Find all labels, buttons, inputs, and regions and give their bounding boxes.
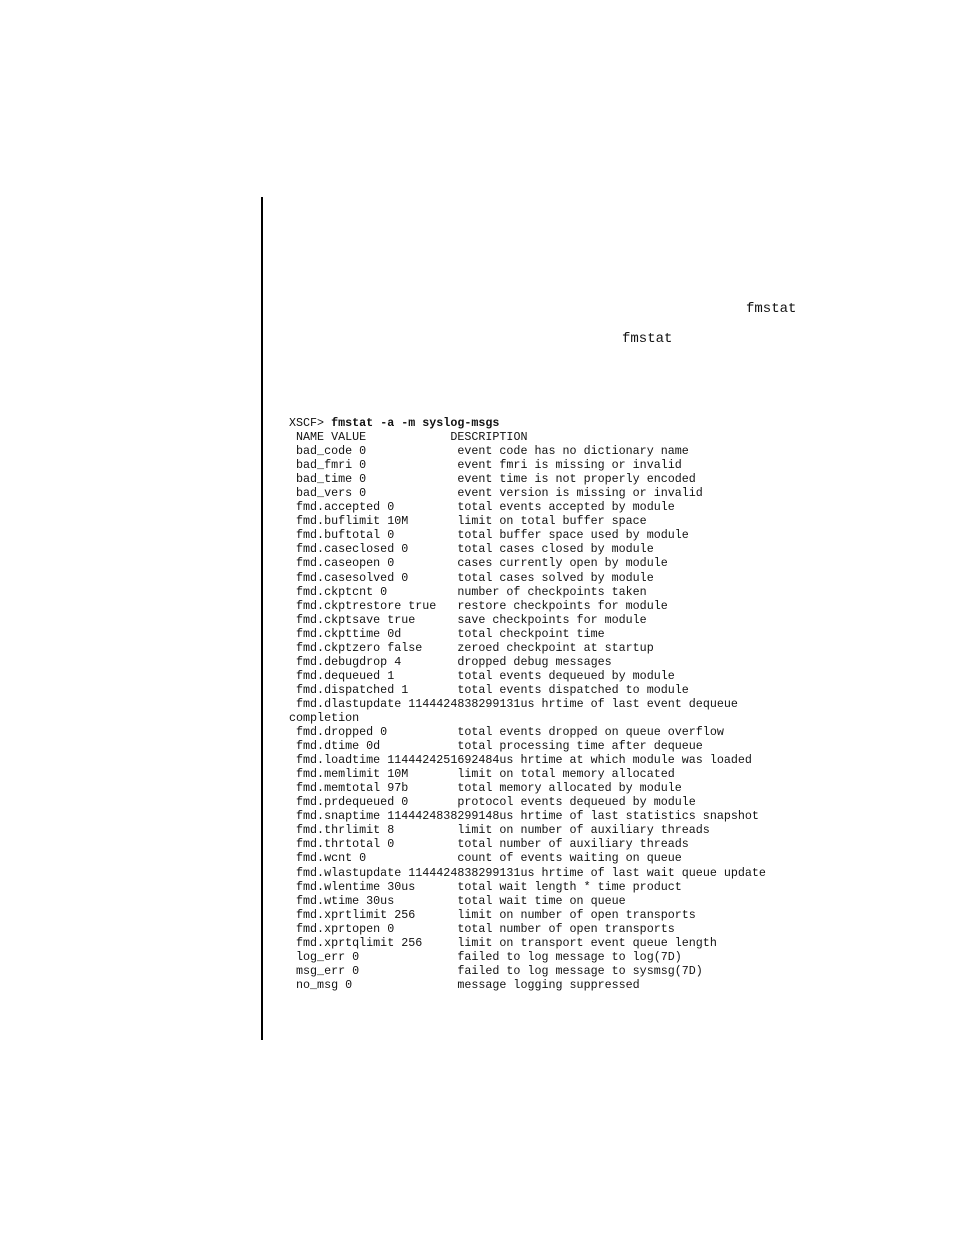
stat-row <box>289 781 909 795</box>
stat-name-value: fmd.caseclosed 0 <box>289 542 458 557</box>
stat-row <box>289 500 909 514</box>
stat-rows <box>289 444 909 992</box>
stat-name-value: fmd.xprtopen 0 <box>289 921 458 936</box>
stat-row <box>289 837 909 851</box>
stat-row <box>289 978 909 992</box>
stat-name-value: completion <box>289 710 360 725</box>
stat-description: save checkpoints for module <box>457 612 647 627</box>
stat-description: restore checkpoints for module <box>457 598 668 613</box>
stat-description: total cases closed by module <box>457 542 654 557</box>
stat-row <box>289 697 909 711</box>
stat-name-value: fmd.wtime 30us <box>289 893 458 908</box>
stat-name-value: fmd.casesolved 0 <box>289 570 458 585</box>
command-text: fmstat -a -m syslog-msgs <box>331 416 500 430</box>
command-line <box>289 416 909 430</box>
header-command-name-right: fmstat <box>746 301 797 317</box>
stat-row <box>289 486 909 500</box>
stat-name-value: fmd.accepted 0 <box>289 500 458 515</box>
stat-row <box>289 458 909 472</box>
stat-description: limit on transport event queue length <box>457 935 717 950</box>
stat-name-value: fmd.buflimit 10M <box>289 514 458 529</box>
stat-name-value: fmd.ckptrestore true <box>289 598 458 613</box>
stat-name-value: bad_time 0 <box>289 472 458 487</box>
stat-description: total memory allocated by module <box>457 781 682 796</box>
stat-name-value: fmd.caseopen 0 <box>289 556 458 571</box>
stat-name-value: bad_code 0 <box>289 444 458 459</box>
stat-description: event time is not properly encoded <box>457 472 696 487</box>
stat-name-value: fmd.thrtotal 0 <box>289 837 458 852</box>
stat-description: total processing time after dequeue <box>457 739 703 754</box>
stat-row <box>289 655 909 669</box>
stat-name-value: fmd.wlentime 30us <box>289 879 458 894</box>
column-header-name-value: NAME VALUE <box>289 430 451 445</box>
stat-name-value: fmd.ckptcnt 0 <box>289 584 458 599</box>
stat-name-value: fmd.dtime 0d <box>289 739 458 754</box>
stat-name-value: fmd.prdequeued 0 <box>289 795 458 810</box>
column-header-row <box>289 430 909 444</box>
stat-description: limit on number of auxiliary threads <box>457 823 710 838</box>
header-command-name-center: fmstat <box>622 331 673 347</box>
stat-name-value: fmd.xprtqlimit 256 <box>289 935 458 950</box>
stat-row <box>289 880 909 894</box>
stat-row <box>289 739 909 753</box>
stat-row <box>289 823 909 837</box>
stat-name-value: no_msg 0 <box>289 977 458 992</box>
stat-description: total buffer space used by module <box>457 528 689 543</box>
stat-description: hrtime of last event dequeue <box>541 696 738 711</box>
stat-row <box>289 542 909 556</box>
stat-name-value: fmd.buftotal 0 <box>289 528 458 543</box>
stat-row <box>289 711 909 725</box>
stat-description: number of checkpoints taken <box>457 584 647 599</box>
stat-description: total cases solved by module <box>457 570 654 585</box>
column-header-description: DESCRIPTION <box>450 430 528 445</box>
stat-row <box>289 444 909 458</box>
stat-description: total events dropped on queue overflow <box>457 725 724 740</box>
stat-description: total events dispatched to module <box>457 682 689 697</box>
stat-row <box>289 613 909 627</box>
stat-row <box>289 669 909 683</box>
stat-name-value: fmd.loadtime 1144424251692484us <box>289 753 521 768</box>
stat-name-value: msg_err 0 <box>289 963 458 978</box>
prompt: XSCF> <box>289 416 332 430</box>
stat-row <box>289 950 909 964</box>
stat-row <box>289 795 909 809</box>
stat-description: message logging suppressed <box>457 977 640 992</box>
stat-description: failed to log message to log(7D) <box>457 949 682 964</box>
stat-description: failed to log message to sysmsg(7D) <box>457 963 703 978</box>
stat-name-value: fmd.ckpttime 0d <box>289 626 458 641</box>
stat-name-value: fmd.dequeued 1 <box>289 668 458 683</box>
stat-description: limit on number of open transports <box>457 907 696 922</box>
stat-description: dropped debug messages <box>457 654 612 669</box>
stat-row <box>289 936 909 950</box>
stat-description: limit on total memory allocated <box>457 767 675 782</box>
stat-name-value: fmd.ckptzero false <box>289 640 458 655</box>
stat-name-value: fmd.snaptime 1144424838299148us <box>289 809 521 824</box>
stat-row <box>289 641 909 655</box>
stat-name-value: fmd.memlimit 10M <box>289 767 458 782</box>
stat-name-value: fmd.memtotal 97b <box>289 781 458 796</box>
stat-name-value: fmd.dropped 0 <box>289 725 458 740</box>
stat-name-value: fmd.dispatched 1 <box>289 682 458 697</box>
stat-row <box>289 908 909 922</box>
stat-row <box>289 472 909 486</box>
stat-name-value: bad_vers 0 <box>289 486 458 501</box>
stat-name-value: fmd.ckptsave true <box>289 612 458 627</box>
stat-name-value: log_err 0 <box>289 949 458 964</box>
stat-name-value: fmd.wcnt 0 <box>289 851 458 866</box>
stat-description: zeroed checkpoint at startup <box>457 640 654 655</box>
stat-name-value: fmd.wlastupdate 1144424838299131us <box>289 865 542 880</box>
stat-description: total events accepted by module <box>457 500 675 515</box>
stat-row <box>289 851 909 865</box>
stat-row <box>289 964 909 978</box>
stat-description: total wait time on queue <box>457 893 626 908</box>
stat-row <box>289 753 909 767</box>
stat-description: event version is missing or invalid <box>457 486 703 501</box>
stat-description: cases currently open by module <box>457 556 668 571</box>
stat-row <box>289 585 909 599</box>
stat-description: protocol events dequeued by module <box>457 795 696 810</box>
stat-row <box>289 809 909 823</box>
stat-row <box>289 599 909 613</box>
stat-row <box>289 866 909 880</box>
stat-description: total events dequeued by module <box>457 668 675 683</box>
stat-description: total number of auxiliary threads <box>457 837 689 852</box>
stat-description: event code has no dictionary name <box>457 444 689 459</box>
stat-row <box>289 556 909 570</box>
stat-row <box>289 571 909 585</box>
stat-row <box>289 922 909 936</box>
stat-name-value: fmd.xprtlimit 256 <box>289 907 458 922</box>
stat-description: total number of open transports <box>457 921 675 936</box>
stat-description: hrtime at which module was loaded <box>520 753 752 768</box>
stat-name-value: fmd.dlastupdate 1144424838299131us <box>289 696 542 711</box>
stat-description: limit on total buffer space <box>457 514 647 529</box>
terminal-output <box>289 416 909 992</box>
stat-row <box>289 627 909 641</box>
stat-row <box>289 528 909 542</box>
stat-row <box>289 725 909 739</box>
stat-row <box>289 894 909 908</box>
stat-name-value: fmd.debugdrop 4 <box>289 654 458 669</box>
stat-description: event fmri is missing or invalid <box>457 458 682 473</box>
stat-description: total wait length * time product <box>457 879 682 894</box>
stat-row <box>289 514 909 528</box>
stat-description: total checkpoint time <box>457 626 605 641</box>
stat-description: hrtime of last wait queue update <box>541 865 766 880</box>
stat-name-value: bad_fmri 0 <box>289 458 458 473</box>
stat-row <box>289 767 909 781</box>
stat-description: hrtime of last statistics snapshot <box>520 809 759 824</box>
stat-row <box>289 683 909 697</box>
change-bar <box>261 197 263 1040</box>
stat-description: count of events waiting on queue <box>457 851 682 866</box>
stat-name-value: fmd.thrlimit 8 <box>289 823 458 838</box>
